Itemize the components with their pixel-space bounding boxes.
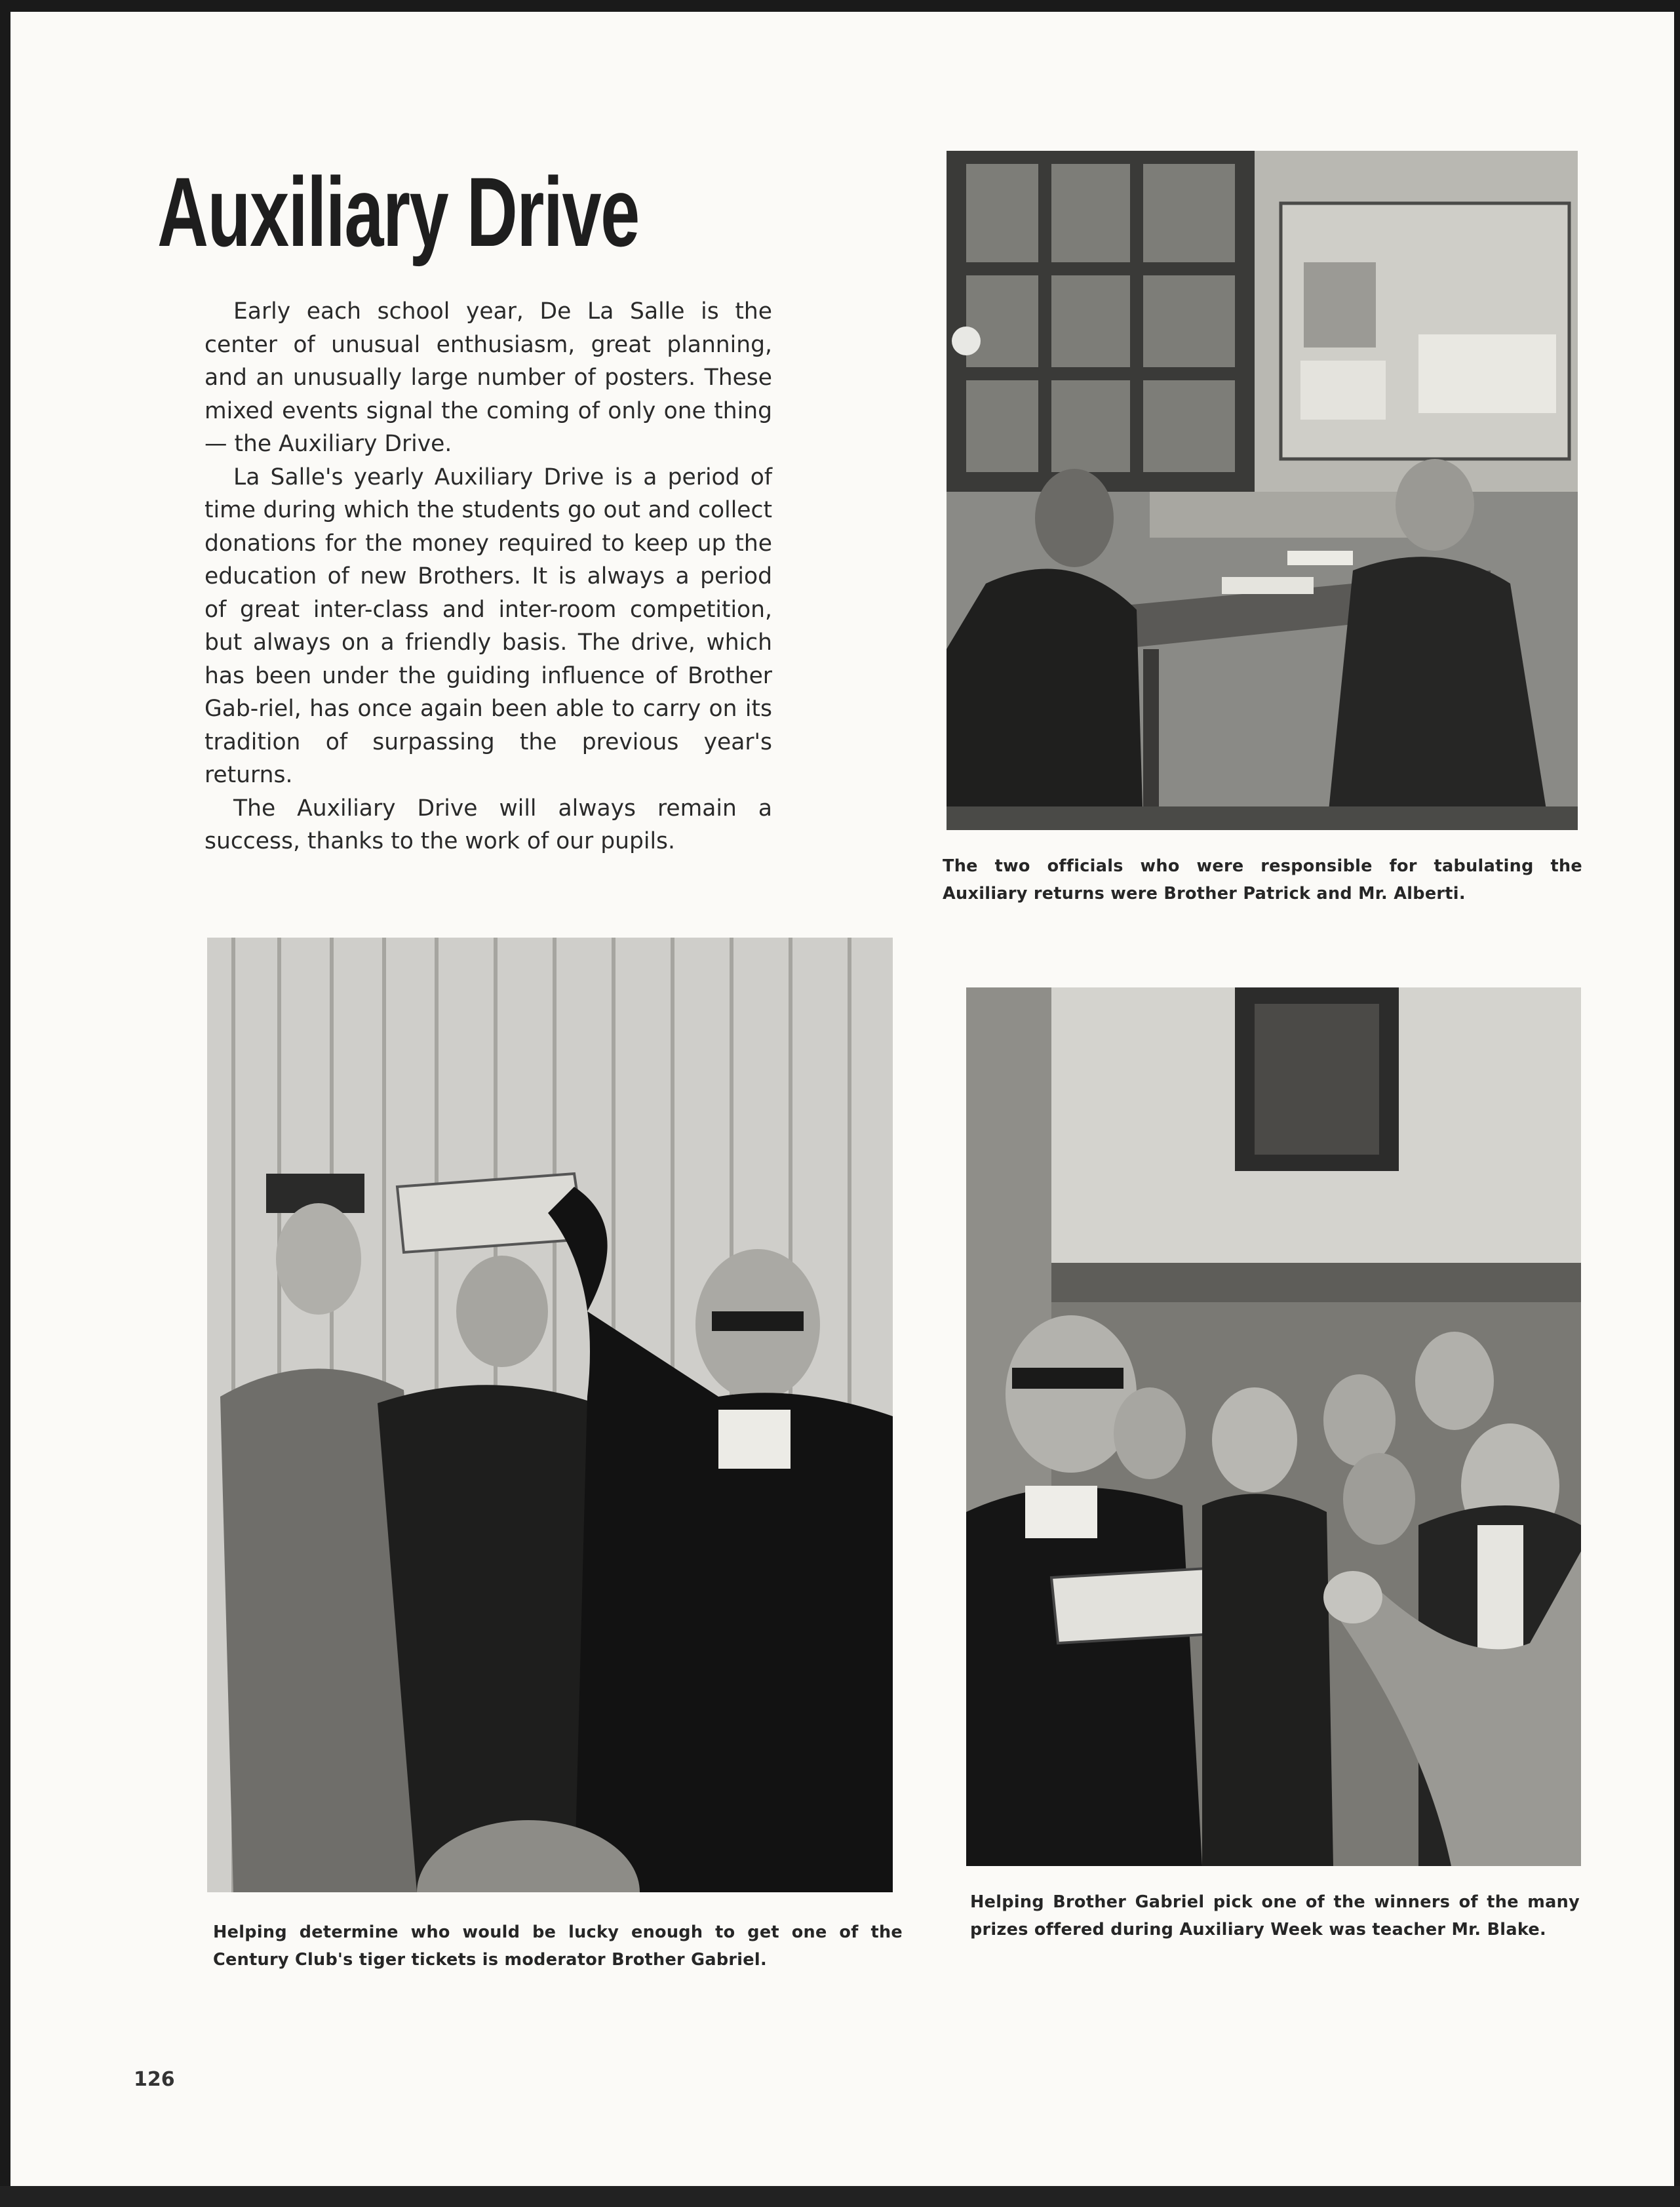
article-paragraph-3: The Auxiliary Drive will always remain a success, thanks to the work of our pupils. — [205, 795, 772, 854]
photo-prize-winners — [966, 987, 1581, 1866]
caption-bottom-left: Helping determine who would be lucky enough to get one of the Century Club's tiger tickets is moderator Brother Gabriel. — [213, 1922, 903, 1970]
scan-edge — [0, 2186, 1680, 2207]
article-body — [205, 295, 772, 858]
caption-top-right: The two officials who were responsible for tabulating the Auxiliary returns were Brother Patrick and Mr. Alberti. — [943, 856, 1582, 904]
article-paragraph-1: Early each school year, De La Salle is the center of unusual enthusiasm, great planning, and an unusually large number of posters. These mixed events signal the coming of only one thing — the Auxiliary Drive. — [205, 298, 772, 457]
photo-officials-tabulating — [947, 151, 1578, 830]
yearbook-page — [10, 12, 1674, 2186]
photo-tiger-tickets — [207, 938, 893, 1892]
page-title: Auxiliary Drive — [157, 157, 639, 267]
article-paragraph-2: La Salle's yearly Auxiliary Drive is a period of time during which the students go out and collect donations for the money required to keep up the education of new Brothers. It is always a period of great inter-class and inter-room competition, but always on a friendly basis. The drive, which has been under the guiding influence of Brother Gab-riel, has once again been able to carry on its tradition of surpassing the previous year's returns. — [205, 464, 772, 788]
caption-bottom-right: Helping Brother Gabriel pick one of the winners of the many prizes offered during Auxiliary Week was teacher Mr. Blake. — [970, 1892, 1580, 1939]
page-number: 126 — [134, 2068, 175, 2091]
